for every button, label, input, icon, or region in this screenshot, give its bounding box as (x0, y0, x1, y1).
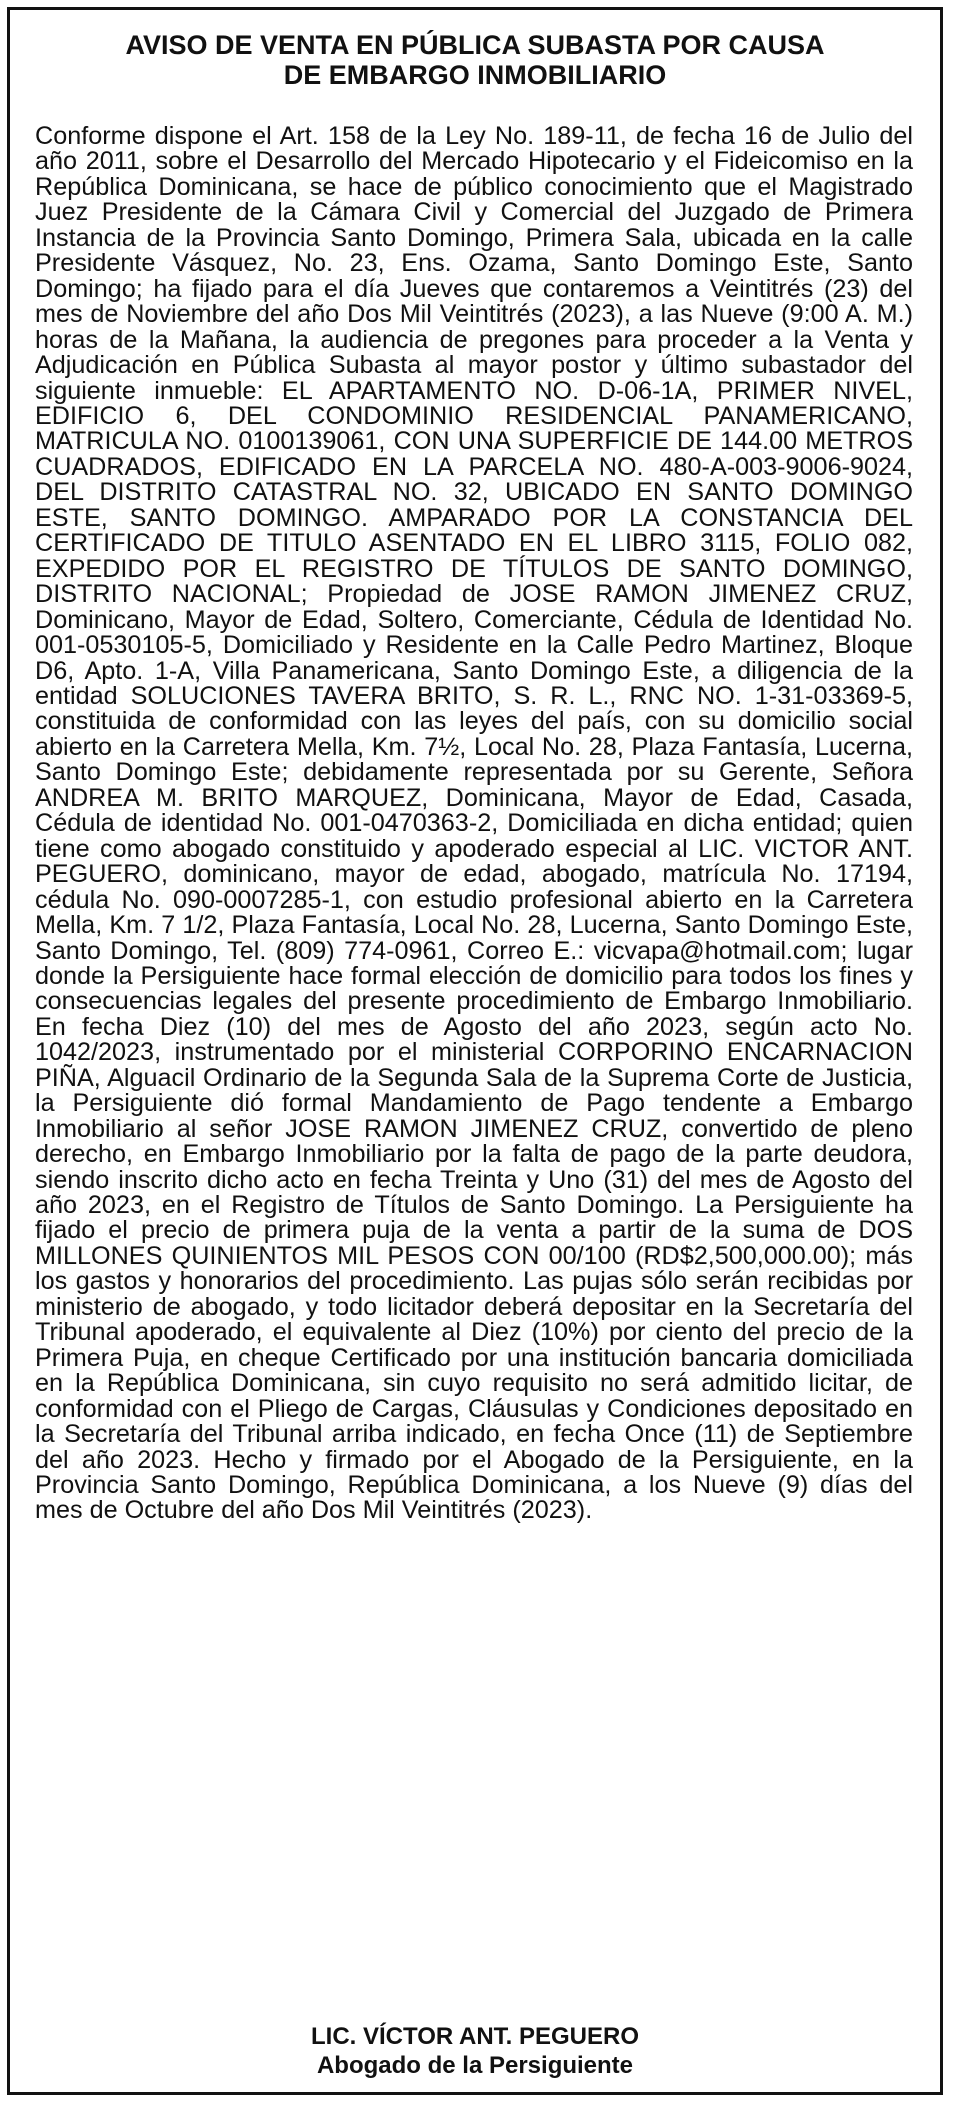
signature-block (10, 2022, 940, 2080)
signature-role: Abogado de la Persiguiente (316, 2052, 634, 2079)
notice-title-line-1: AVISO DE VENTA EN PÚBLICA SUBASTA POR CAUSA (125, 30, 825, 60)
notice-body-text: Conforme dispone el Art. 158 de la Ley No. 189-11, de fecha 16 de Julio del año 2011, sobre el Desarrollo del Mercado Hipotecario y el Fideicomiso en la República Dominicana, se hace de público conocimiento que el Magistrado Juez Presidente de la Cámara Civil y Comercial del Juzgado de Primera Instancia de la Provincia Santo Domingo, Primera Sala, ubicada en la calle Presidente Vásquez, No. 23, Ens. Ozama, Santo Domingo Este, Santo Domingo; ha fijado para el día Jueves que contaremos a Veintitrés (23) del mes de Noviembre del año Dos Mil Veintitrés (2023), a las Nueve (9:00 A. M.) horas de la Mañana, la audiencia de pregones para proceder a la Venta y Adjudicación en Pública Subasta al mayor postor y último subastador del siguiente inmueble: EL APARTAMENTO NO. D-06-1A, PRIMER NIVEL, EDIFICIO 6, DEL CONDOMINIO RESIDENCIAL PANAMERICANO, MATRICULA NO. 0100139061, CON UNA SUPERFICIE DE 144.00 METROS CUADRADOS, EDIFICADO EN LA PARCELA NO. 480-A-003-9006-9024, DEL DISTRITO CATASTRAL NO. 32, UBICADO EN SANTO DOMINGO ESTE, SANTO DOMINGO. AMPARADO POR LA CONSTANCIA DEL CERTIFICADO DE TITULO ASENTADO EN EL LIBRO 3115, FOLIO 082, EXPEDIDO POR EL REGISTRO DE TÍTULOS DE SANTO DOMINGO, DISTRITO NACIONAL; Propiedad de JOSE RAMON JIMENEZ CRUZ, Dominicano, Mayor de Edad, Soltero, Comerciante, Cédula de Identidad No. 001-0530105-5, Domiciliado y Residente en la Calle Pedro Martinez, Bloque D6, Apto. 1-A, Villa Panamericana, Santo Domingo Este, a diligencia de la entidad SOLUCIONES TAVERA BRITO, S. R. L., RNC NO. 1-31-03369-5, constituida de conformidad con las leyes del país, con su domicilio social abierto en la Carretera Mella, Km. 7½, Local No. 28, Plaza Fantasía, Lucerna, Santo Domingo Este; debidamente representada por su Gerente, Señora ANDREA M. BRITO MARQUEZ, Dominicana, Mayor de Edad, Casada, Cédula de identidad No. 001-0470363-2, Domiciliada en dicha entidad; quien tiene como abogado constituido y apoderado especial al LIC. VICTOR ANT. PEGUERO, dominicano, mayor de edad, abogado, matrícula No. 17194, cédula No. 090-0007285-1, con estudio profesional abierto en la Carretera Mella, Km. 7 1/2, Plaza Fantasía, Local No. 28, Lucerna, Santo Domingo Este, Santo Domingo, Tel. (809) 774-0961, Correo E.: vicvapa@hotmail.com; lugar donde la Persiguiente hace formal elección de domicilio para todos los fines y consecuencias legales del presente procedimiento de Embargo Inmobiliario. En fecha Diez (10) del mes de Agosto del año 2023, según acto No. 1042/2023, instrumentado por el ministerial CORPORINO ENCARNACION PIÑA, Alguacil Ordinario de la Segunda Sala de la Suprema Corte de Justicia, la Persiguiente dió formal Mandamiento de Pago tendente a Embargo Inmobiliario al señor JOSE RAMON JIMENEZ CRUZ, convertido de pleno derecho, en Embargo Inmobiliario por la falta de pago de la parte deudora, siendo inscrito dicho acto en fecha Treinta y Uno (31) del mes de Agosto del año 2023, en el Registro de Títulos de Santo Domingo. La Persiguiente ha fijado el precio de primera puja de la venta a partir de la suma de DOS MILLONES QUINIENTOS MIL PESOS CON 00/100 (RD$2,500,000.00); más los gastos y honorarios del procedimiento. Las pujas sólo serán recibidas por ministerio de abogado, y todo licitador deberá depositar en la Secretaría del Tribunal apoderado, el equivalente al Diez (10%) por ciento del precio de la Primera Puja, en cheque Certificado por una institución bancaria domiciliada en la República Dominicana, sin cuyo requisito no será admitido licitar, de conformidad con el Pliego de Cargas, Cláusulas y Condiciones depositado en la Secretaría del Tribunal arriba indicado, en fecha Once (11) de Septiembre del año 2023. Hecho y firmado por el Abogado de la Persiguiente, en la Provincia Santo Domingo, República Dominicana, a los Nueve (9) días del mes de Octubre del año Dos Mil Veintitrés (2023). (35, 122, 913, 1525)
notice-title (38, 30, 912, 90)
notice-frame (7, 7, 943, 2095)
signature-name: LIC. VÍCTOR ANT. PEGUERO (310, 2023, 640, 2050)
notice-title-line-2: DE EMBARGO INMOBILIARIO (283, 60, 667, 90)
